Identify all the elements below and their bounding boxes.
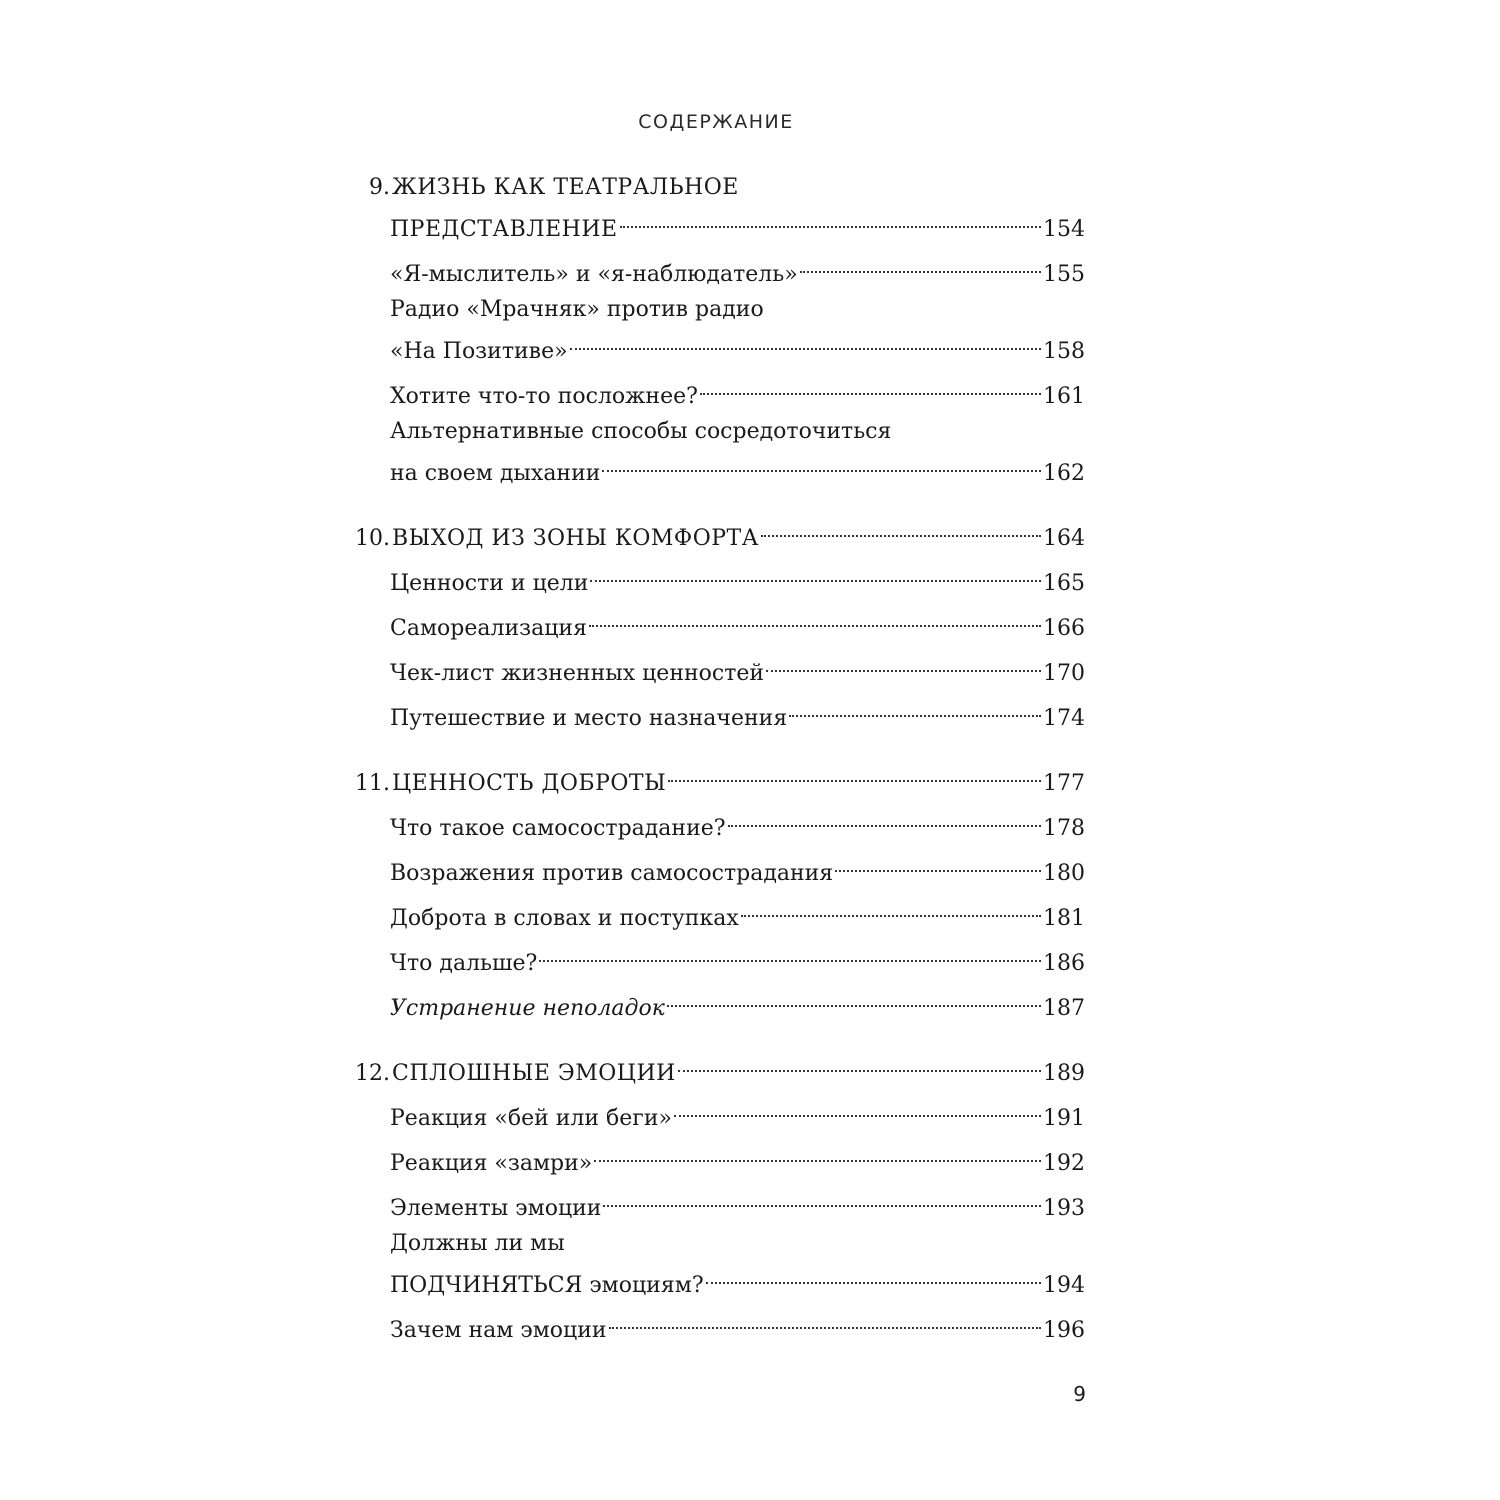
- toc-entry: [345, 1260, 1085, 1298]
- page-number: 9: [1073, 1382, 1086, 1406]
- dot-leader: [609, 1305, 1041, 1337]
- dot-leader: [700, 371, 1041, 403]
- dot-leader: [678, 1048, 1041, 1080]
- section-title: Реакция «замри»: [390, 1151, 593, 1176]
- page-ref: 194: [1043, 1273, 1085, 1298]
- page-ref: 189: [1043, 1061, 1085, 1086]
- toc-entry: [345, 371, 1085, 409]
- dot-leader: [728, 803, 1041, 835]
- toc-entry: [345, 1183, 1085, 1221]
- toc-entry: [345, 648, 1085, 686]
- dot-leader: [539, 938, 1041, 970]
- toc-entry: [345, 249, 1085, 287]
- toc-entry: [345, 558, 1085, 596]
- toc-entry: [345, 693, 1085, 731]
- chapter-title: ЖИЗНЬ КАК ТЕАТРАЛЬНОЕ: [392, 175, 739, 200]
- dot-leader: [590, 558, 1041, 590]
- dot-leader: [789, 693, 1041, 725]
- dot-leader: [602, 448, 1041, 480]
- page-ref: 162: [1043, 461, 1085, 486]
- section-title: Радио «Мрачняк» против радио: [390, 297, 764, 322]
- page-ref: 192: [1043, 1151, 1085, 1176]
- toc-entry: [345, 416, 1085, 448]
- section-title: Самореализация: [390, 616, 587, 641]
- dot-leader: [706, 1260, 1041, 1292]
- chapter-title: ПРЕДСТАВЛЕНИЕ: [390, 217, 618, 242]
- chapter-heading: [345, 204, 1085, 242]
- toc-entry: [345, 1305, 1085, 1343]
- chapter-number: 11.: [355, 771, 390, 796]
- toc-entry: [345, 1138, 1085, 1176]
- section-title: ПОДЧИНЯТЬСЯ эмоциям?: [390, 1273, 704, 1298]
- dot-leader: [570, 326, 1041, 358]
- page-ref: 174: [1043, 706, 1085, 731]
- toc-entry: [345, 848, 1085, 886]
- page-ref: 177: [1043, 771, 1085, 796]
- page-ref: 180: [1043, 861, 1085, 886]
- page-ref: 158: [1043, 339, 1085, 364]
- chapter-block: [345, 1048, 1085, 1343]
- chapter-title: ВЫХОД ИЗ ЗОНЫ КОМФОРТА: [392, 526, 759, 551]
- section-title: Доброта в словах и поступках: [390, 906, 739, 931]
- table-of-contents: [345, 172, 1085, 1343]
- section-title: Что дальше?: [390, 951, 538, 976]
- chapter-number: 12.: [355, 1061, 390, 1086]
- section-title: Возражения против самосострадания: [390, 861, 834, 886]
- dot-leader: [589, 603, 1041, 635]
- page-ref: 170: [1043, 661, 1085, 686]
- page-ref: 191: [1043, 1106, 1085, 1131]
- dot-leader: [800, 249, 1041, 281]
- section-title: «На Позитиве»: [390, 339, 568, 364]
- section-title: Зачем нам эмоции: [390, 1318, 607, 1343]
- dot-leader: [766, 648, 1041, 680]
- toc-entry: [345, 448, 1085, 486]
- toc-entry: [345, 603, 1085, 641]
- section-title: Что такое самосострадание?: [390, 816, 726, 841]
- section-title: Должны ли мы: [390, 1231, 565, 1256]
- section-title: Хотите что-то посложнее?: [390, 384, 698, 409]
- dot-leader: [603, 1183, 1041, 1215]
- chapter-number: 9.: [369, 175, 390, 200]
- chapter-title: СПЛОШНЫЕ ЭМОЦИИ: [392, 1061, 676, 1086]
- section-title: Чек-лист жизненных ценностей: [390, 661, 765, 686]
- chapter-heading: [345, 172, 1085, 204]
- page-ref: 161: [1043, 384, 1085, 409]
- section-title: на своем дыхании: [390, 461, 601, 486]
- page-ref: 178: [1043, 816, 1085, 841]
- dot-leader: [741, 893, 1041, 925]
- section-title: Путешествие и место назначения: [390, 706, 788, 731]
- page-ref: 165: [1043, 571, 1085, 596]
- dot-leader: [835, 848, 1041, 880]
- dot-leader: [667, 983, 1041, 1015]
- section-title: Устранение неполадок: [390, 996, 665, 1021]
- chapter-block: [345, 758, 1085, 1021]
- page-ref: 181: [1043, 906, 1085, 931]
- section-title: Альтернативные способы сосредоточиться: [390, 419, 892, 444]
- page-ref: 186: [1043, 951, 1085, 976]
- dot-leader: [620, 204, 1041, 236]
- toc-entry: [345, 803, 1085, 841]
- page-ref: 164: [1043, 526, 1085, 551]
- page-ref: 193: [1043, 1196, 1085, 1221]
- chapter-heading: [345, 758, 1085, 796]
- chapter-title: ЦЕННОСТЬ ДОБРОТЫ: [392, 771, 667, 796]
- section-title: Ценности и цели: [390, 571, 589, 596]
- toc-entry: [345, 938, 1085, 976]
- toc-entry: [345, 294, 1085, 326]
- page-ref: 155: [1043, 262, 1085, 287]
- toc-entry: [345, 1093, 1085, 1131]
- page-ref: 187: [1043, 996, 1085, 1021]
- page-ref: 166: [1043, 616, 1085, 641]
- dot-leader: [594, 1138, 1041, 1170]
- section-title: Элементы эмоции: [390, 1196, 602, 1221]
- chapter-heading: [345, 1048, 1085, 1086]
- chapter-block: [345, 172, 1085, 486]
- chapter-block: [345, 513, 1085, 731]
- toc-entry: [345, 983, 1085, 1021]
- page-ref: 196: [1043, 1318, 1085, 1343]
- section-title: Реакция «бей или беги»: [390, 1106, 672, 1131]
- dot-leader: [668, 758, 1041, 790]
- toc-entry: [345, 326, 1085, 364]
- dot-leader: [761, 513, 1041, 545]
- dot-leader: [674, 1093, 1041, 1125]
- toc-entry: [345, 893, 1085, 931]
- running-head: СОДЕРЖАНИЕ: [638, 111, 794, 133]
- chapter-heading: [345, 513, 1085, 551]
- page-ref: 154: [1043, 217, 1085, 242]
- chapter-number: 10.: [355, 526, 390, 551]
- section-title: «Я-мыслитель» и «я-наблюдатель»: [390, 262, 798, 287]
- toc-entry: [345, 1228, 1085, 1260]
